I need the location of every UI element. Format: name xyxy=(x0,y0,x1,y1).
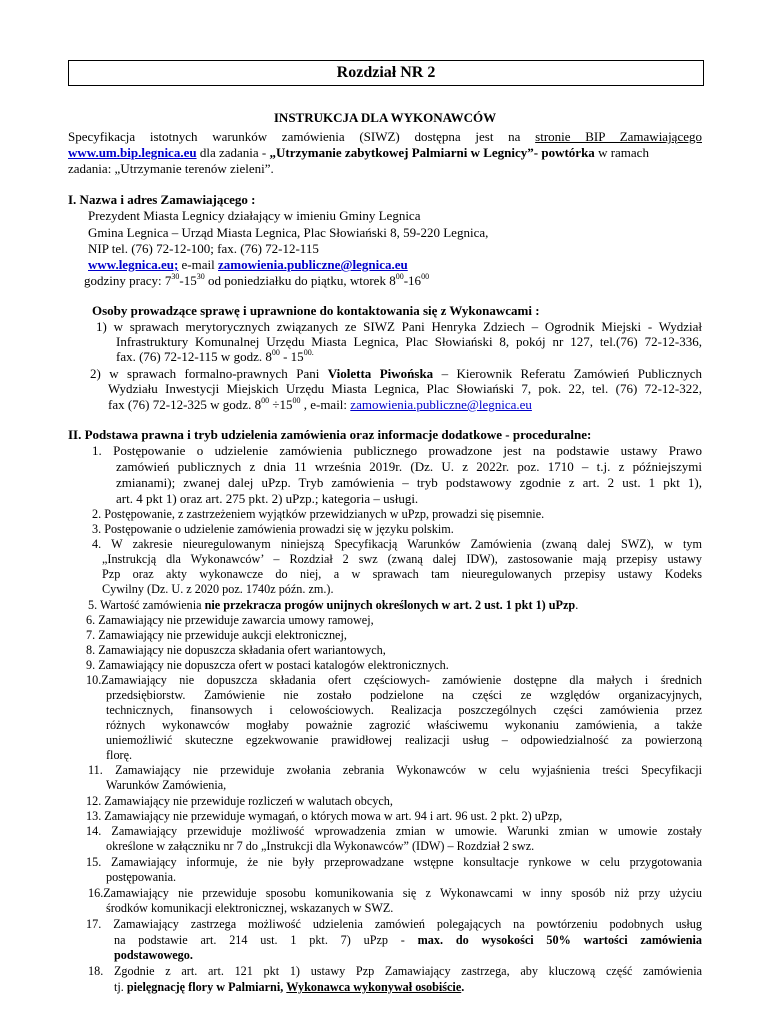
item-10-line-2: przedsiębiorstw. Zamówienie nie zostało podzielone na części ze względów organizacyjnych, xyxy=(106,688,702,702)
document-heading: INSTRUKCJA DLA WYKONAWCÓW xyxy=(273,110,497,125)
item-17-line-1: 17. Zamawiający zastrzega możliwość udzielenia zamówień polegających na powtórzeniu podobnych usług xyxy=(86,917,702,931)
item-17-line-3: podstawowego. xyxy=(114,948,193,962)
contact-2-name: Violetta Piwońska xyxy=(327,366,434,381)
item-6: 6. Zamawiający nie przewiduje zawarcia umowy ramowej, xyxy=(86,613,374,627)
item-18-line-1: 18. Zgodnie z art. art. 121 pkt 1) ustawy Pzp Zamawiający zastrzega, aby kluczową część zamówienia xyxy=(88,964,702,978)
item-8: 8. Zamawiający nie dopuszcza składania ofert wariantowych, xyxy=(86,643,386,657)
item-11-line-1: 11. Zamawiający nie przewiduje zwołania zebrania Wykonawców w celu wyjaśnienia treści Specyfikacji xyxy=(88,763,702,777)
item-16-line-2: środków komunikacji elektronicznej, wskazanych w SWZ. xyxy=(106,901,394,915)
contact-2-line-1: 2) w sprawach formalno-prawnych Pani Violetta Piwońska – Kierownik Referatu Zamówień Publicznych xyxy=(90,366,702,381)
section-1-heading: I. Nazwa i adres Zamawiającego : xyxy=(68,192,256,207)
email-label: e-mail xyxy=(178,257,218,272)
intro-task-line: zadania: „Utrzymanie terenów zieleni”. xyxy=(68,161,274,176)
section-1-line-1: Prezydent Miasta Legnicy działający w imieniu Gminy Legnica xyxy=(88,208,421,223)
task-name: „Utrzymanie zabytkowej Palmiarni w Legnicy”- powtórka xyxy=(269,145,595,160)
item-4-line-4: Cywilny (Dz. U. z 2020 poz. 1740z późn. zm.). xyxy=(102,582,334,596)
item-2: 2. Postępowanie, z zastrzeżeniem wyjątków przewidzianych w uPzp, prowadzi się pisemnie. xyxy=(92,507,545,521)
office-hours: godziny pracy: $7^{30}-15^{30}$ od poniedziałku do piątku, wtorek $8^{00}-16^{00}$ xyxy=(84,271,430,288)
item-16-line-1: 16.Zamawiający nie przewiduje sposobu komunikowania się z Wykonawcami w inny sposób niż przy użyciu xyxy=(88,886,702,900)
section-2-heading: II. Podstawa prawna i tryb udzielenia zamówienia oraz informacje dodatkowe - proceduralne: xyxy=(68,427,592,442)
item-15-line-2: postępowania. xyxy=(106,870,177,884)
section-1-line-3: NIP tel. (76) 72-12-100; fax. (76) 72-12-115 xyxy=(88,241,319,256)
contact-2-line-2: Wydziału Inwestycji Miejskich Urzędu Miasta Legnica, Plac Słowiański 7, pok. 22, tel. (76) 72-12-322, xyxy=(108,381,702,396)
item-10-line-1: 10.Zamawiający nie dopuszcza składania ofert częściowych- zamówienie dostępne dla małych i średnich xyxy=(86,673,702,687)
item-18-line-2: tj. pielęgnację flory w Palmiarni, Wykonawca wykonywał osobiście. xyxy=(114,980,465,994)
item-4-line-3: Pzp oraz akty wykonawcze do niej, a w sprawach tam nieuregulowanych przepisy ustawy Kodeks xyxy=(102,567,702,581)
item-3: 3. Postępowanie o udzielenie zamówienia prowadzi się w języku polskim. xyxy=(92,522,454,536)
item-1-line-1: 1. Postępowanie o udzielenie zamówienia publicznego prowadzone jest na podstawie ustawy Prawo xyxy=(92,443,702,458)
item-15-line-1: 15. Zamawiający informuje, że nie były przeprowadzane wstępne konsultacje rynkowe w celu przygotowania xyxy=(86,855,702,869)
item-1-line-4: art. 4 pkt 1) oraz art. 275 pkt. 2) uPzp.; kategoria – usługi. xyxy=(116,491,419,506)
contact-1-line-1: 1) w sprawach merytorycznych związanych ze SIWZ Pani Henryka Zdziech – Ogrodnik Miejski - Wydział xyxy=(96,319,702,334)
contacts-heading: Osoby prowadzące sprawę i uprawnione do kontaktowania się z Wykonawcami : xyxy=(92,303,540,318)
item-10-line-6: florę. xyxy=(106,748,133,762)
intro-text-2: dla zadania - xyxy=(196,145,270,160)
section-1-line-2: Gmina Legnica – Urząd Miasta Legnica, Plac Słowiański 8, 59-220 Legnica, xyxy=(88,225,489,240)
item-7: 7. Zamawiający nie przewiduje aukcji elektronicznej, xyxy=(86,628,347,642)
item-14-line-1: 14. Zamawiający przewiduje możliwość wprowadzenia zmian w umowie. Warunki zmian w umowie zostały xyxy=(86,824,702,838)
contact-2-line-3: fax (76) 72-12-325 w godz. $8^{00} \div 15^{00}$ , e-mail: zamowienia.publiczne@legnica.eu xyxy=(108,395,532,412)
intro-text: Specyfikacja istotnych warunków zamówienia (SIWZ) dostępna jest na xyxy=(68,129,521,144)
item-17-line-2: na podstawie art. 214 ust. 1 pkt. 7) uPzp - max. do wysokości 50% wartości zamówienia xyxy=(114,933,702,947)
bip-url-link[interactable]: www.um.bip.legnica.eu xyxy=(68,145,197,160)
item-10-line-5: uniemożliwić skuteczne egzekwowanie prawidłowej realizacji usług – odpowiedzialność za powierzoną xyxy=(106,733,702,747)
item-1-line-2: zamówień publicznych z dnia 11 września 2019r. (Dz. U. z 2022r. poz. 1710 – t.j. z późniejszymi xyxy=(116,459,702,474)
item-10-line-4: różnych wykonawców mogłaby poważnie zagrozić właściwemu wykonaniu zamówienia, a także xyxy=(106,718,702,732)
item-10-line-3: technicznych, finansowych i celowościowych. Realizacja poszczególnych części zamówienia przez xyxy=(106,703,702,717)
contact-1-line-3: fax. (76) 72-12-115 w godz. $8^{00} - 15^{00.}$ xyxy=(116,347,314,364)
item-13: 13. Zamawiający nie przewiduje wymagań, o których mowa w art. 94 i art. 96 ust. 2 pkt. 2) uPzp, xyxy=(86,809,563,823)
item-12: 12. Zamawiający nie przewiduje rozliczeń w walutach obcych, xyxy=(86,794,393,808)
item-5: 5. Wartość zamówienia nie przekracza progów unijnych określonych w art. 2 ust. 1 pkt 1) uPzp. xyxy=(88,598,579,612)
intro-text-3: w ramach xyxy=(594,145,649,160)
website-link[interactable]: www.legnica.eu; xyxy=(88,257,179,272)
item-11-line-2: Warunków Zamówienia, xyxy=(106,778,227,792)
item-1-line-3: zmianami); zwanej dalej uPzp. Tryb zamówienia – tryb podstawowy zgodnie z art. 2 ust. 1 pkt 1), xyxy=(116,475,702,490)
item-4-line-1: 4. W zakresie nieuregulowanym niniejszą Specyfikacją Warunków Zamówienia (zwaną dalej SWZ), w tym xyxy=(92,537,702,551)
contact-1-line-2: Infrastruktury Komunalnej Urzędu Miasta Legnica, Plac Słowiański 8, pokój nr 127, tel.(76) 72-12-336, xyxy=(116,334,702,349)
contact-2-email-link[interactable]: zamowienia.publiczne@legnica.eu xyxy=(350,397,532,412)
chapter-title: Rozdział NR 2 xyxy=(68,60,704,86)
item-14-line-2: określone w załączniku nr 7 do „Instrukcji dla Wykonawców” (IDW) – Rozdział 2 swz. xyxy=(106,839,535,853)
item-4-line-2: „Instrukcją dla Wykonawców’ – Rozdział 2 swz (zwaną dalej IDW), zastosowanie mają przepisy ustawy xyxy=(102,552,702,566)
bip-link-text[interactable]: stronie BIP Zamawiającego xyxy=(535,129,702,144)
email-link[interactable]: zamowienia.publiczne@legnica.eu xyxy=(218,257,408,272)
item-9: 9. Zamawiający nie dopuszcza ofert w postaci katalogów elektronicznych. xyxy=(86,658,449,672)
